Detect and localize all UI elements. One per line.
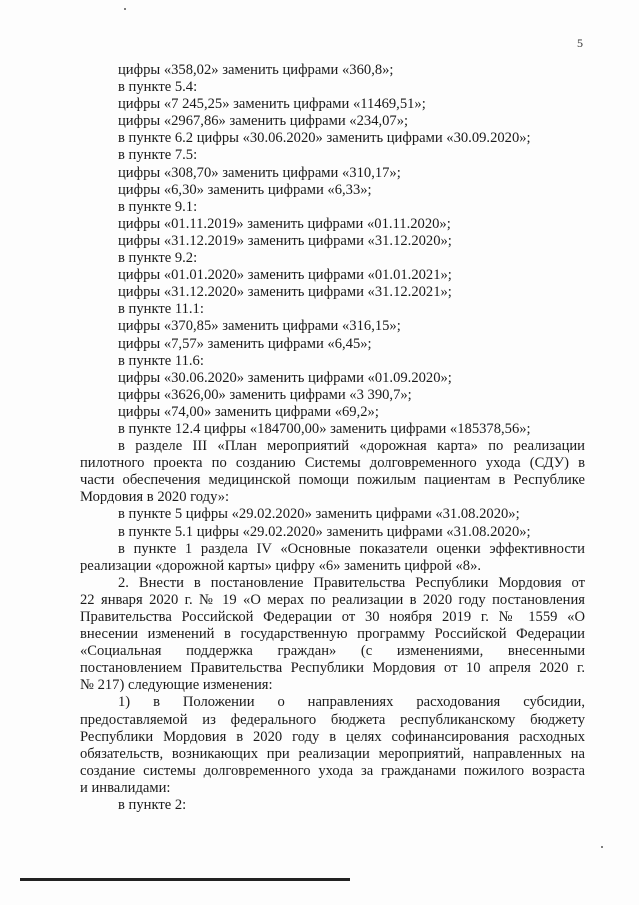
text-line: Мордовия в 2020 году»: xyxy=(80,489,230,506)
text-line: Республики Мордовия в 2020 году в целях софинансирования расходных xyxy=(80,728,585,745)
text-line: в пункте 12.4 цифры «184700,00» заменить цифрами «185378,56»; xyxy=(118,420,531,437)
text-line: обязательств, возникающих при реализации мероприятий, направленных на xyxy=(80,745,585,762)
text-line: в пункте 5 цифры «29.02.2020» заменить цифрами «31.08.2020»; xyxy=(118,506,520,523)
text-line: Правительства Российской Федерации от 30 ноября 2019 г. № 1559 «О xyxy=(80,609,585,625)
scan-speck xyxy=(124,8,126,10)
text-line: цифры «31.12.2020» заменить цифрами «31.12.2021»; xyxy=(118,284,452,301)
text-line: «Социальная поддержка граждан» (с изменениями, внесенными xyxy=(80,643,585,660)
text-line: предоставляемой из федерального бюджета республиканскому бюджету xyxy=(80,711,585,728)
text-line: внесении изменений в государственную программу Российской Федерации xyxy=(80,626,585,643)
text-line: цифры «3626,00» заменить цифрами «3 390,7»; xyxy=(118,386,412,403)
page-number: 5 xyxy=(577,36,583,50)
text-line: цифры «7,57» заменить цифрами «6,45»; xyxy=(118,335,372,352)
text-line: пилотного проекта по созданию Системы долговременного ухода (СДУ) в xyxy=(80,455,585,472)
text-line: части обеспечения медицинской помощи пожилым пациентам в Республике xyxy=(80,472,585,489)
text-line: 1) в Положении о направлениях расходования субсидии, xyxy=(118,694,585,711)
scan-edge-line xyxy=(20,878,350,881)
document-body xyxy=(80,62,585,814)
text-line: цифры «358,02» заменить цифрами «360,8»; xyxy=(118,62,394,78)
text-line: создание системы долговременного ухода за гражданами пожилого возраста xyxy=(80,762,585,779)
text-line: цифры «30.06.2020» заменить цифрами «01.09.2020»; xyxy=(118,369,452,386)
text-line: цифры «01.11.2019» заменить цифрами «01.11.2020»; xyxy=(118,215,451,232)
text-line: цифры «31.12.2019» заменить цифрами «31.12.2020»; xyxy=(118,232,452,249)
text-line: реализации «дорожной карты» цифру «6» заменить цифрой «8». xyxy=(80,557,482,574)
text-line: постановлением Правительства Республики Мордовия от 10 апреля 2020 г. xyxy=(80,660,585,677)
text-line: цифры «7 245,25» заменить цифрами «11469,51»; xyxy=(118,96,426,113)
text-line: в пункте 6.2 цифры «30.06.2020» заменить цифрами «30.09.2020»; xyxy=(118,130,531,147)
text-line: цифры «370,85» заменить цифрами «316,15»; xyxy=(118,318,401,335)
text-line: в пункте 5.4: xyxy=(118,79,198,96)
text-line: в пункте 9.2: xyxy=(118,250,198,267)
text-line: в пункте 5.1 цифры «29.02.2020» заменить цифрами «31.08.2020»; xyxy=(118,523,531,540)
text-line: цифры «2967,86» заменить цифрами «234,07»; xyxy=(118,113,409,130)
text-line: в пункте 2: xyxy=(118,797,187,814)
text-line: цифры «74,00» заменить цифрами «69,2»; xyxy=(118,403,379,420)
text-line: 22 января 2020 г. № 19 «О мерах по реализации в 2020 году постановления xyxy=(80,591,585,608)
text-line: в разделе III «План мероприятий «дорожная карта» по реализации xyxy=(118,438,585,455)
text-line: № 217) следующие изменения: xyxy=(80,677,273,694)
text-line: 2. Внести в постановление Правительства Республики Мордовия от xyxy=(118,574,585,591)
text-line: цифры «01.01.2020» заменить цифрами «01.01.2021»; xyxy=(118,267,452,284)
text-line: в пункте 9.1: xyxy=(118,198,198,215)
scan-speck xyxy=(601,846,603,848)
text-line: цифры «308,70» заменить цифрами «310,17»; xyxy=(118,164,401,181)
text-line: в пункте 1 раздела IV «Основные показатели оценки эффективности xyxy=(118,540,585,557)
text-line: цифры «6,30» заменить цифрами «6,33»; xyxy=(118,181,372,198)
text-line: в пункте 11.6: xyxy=(118,352,204,369)
text-line: в пункте 7.5: xyxy=(118,147,198,164)
text-line: и инвалидами: xyxy=(80,779,171,796)
text-line: в пункте 11.1: xyxy=(118,301,204,318)
